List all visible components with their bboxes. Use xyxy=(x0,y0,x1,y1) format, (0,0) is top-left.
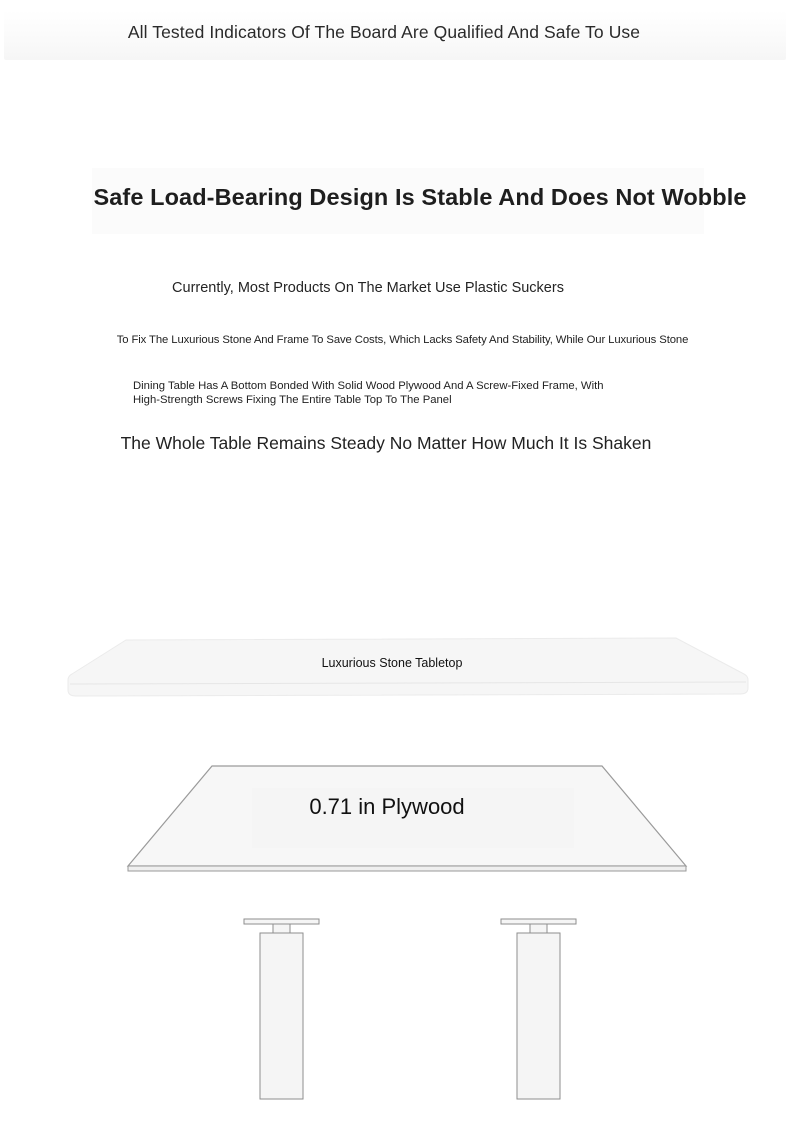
right-table-leg-illustration xyxy=(501,919,576,1099)
top-banner-text: All Tested Indicators Of The Board Are Qualified And Safe To Use xyxy=(127,22,641,42)
tabletop-label: Luxurious Stone Tabletop xyxy=(321,656,463,670)
left-table-leg-illustration xyxy=(244,919,319,1099)
plywood-label: 0.71 in Plywood xyxy=(309,794,465,819)
description-line-4: The Whole Table Remains Steady No Matter How Much It Is Shaken xyxy=(120,433,652,453)
page-headline: Safe Load-Bearing Design Is Stable And Does Not Wobble xyxy=(93,184,747,210)
table-structure-diagram xyxy=(0,600,790,1144)
description-line-3a: Dining Table Has A Bottom Bonded With Solid Wood Plywood And A Screw-Fixed Frame, With xyxy=(133,380,604,392)
description-line-1: Currently, Most Products On The Market Use Plastic Suckers xyxy=(172,280,564,296)
description-line-3b: High-Strength Screws Fixing The Entire Table Top To The Panel xyxy=(133,393,452,406)
description-line-3 xyxy=(133,380,653,407)
description-line-2: To Fix The Luxurious Stone And Frame To Save Costs, Which Lacks Safety And Stability, While Our Luxurious Stone xyxy=(116,334,689,346)
